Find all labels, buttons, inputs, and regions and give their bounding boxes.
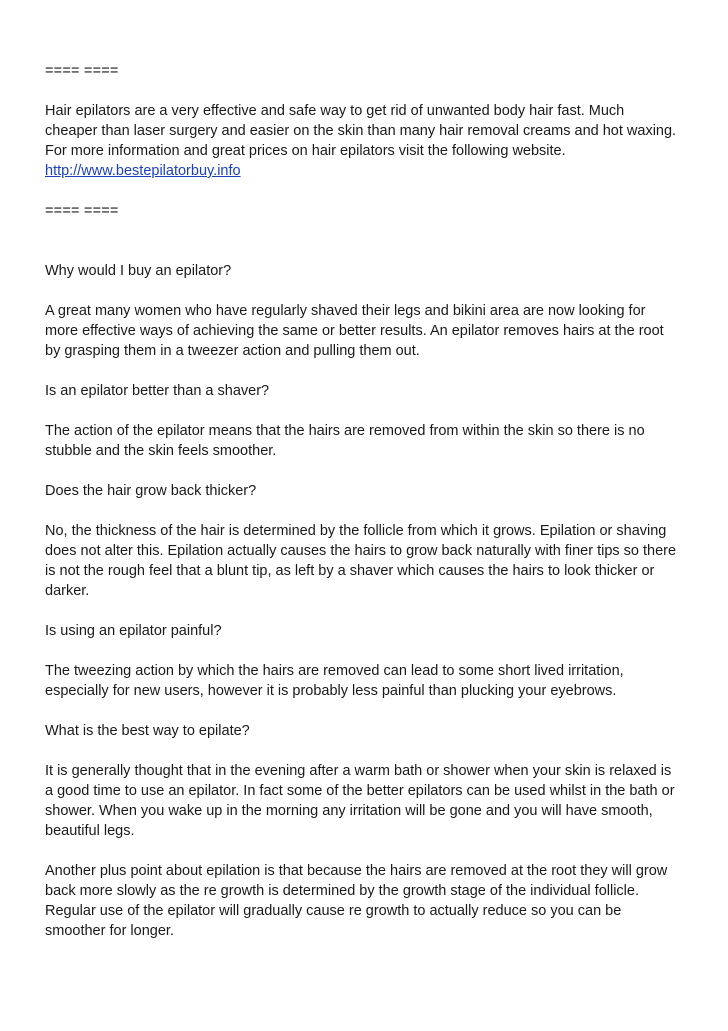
body-line: more effective ways of achieving the same or better results. An epilator removes hairs at the root	[45, 323, 664, 339]
separator-bottom: ==== ====	[45, 203, 119, 219]
body-line: Regular use of the epilator will gradually cause re growth to actually reduce so you can be	[45, 903, 622, 919]
intro-line: For more information and great prices on hair epilators visit the following website.	[45, 143, 566, 159]
intro-paragraph	[45, 101, 695, 181]
intro-line: cheaper than laser surgery and easier on the skin than many hair removal creams and hot waxing.	[45, 123, 677, 139]
section-body	[45, 301, 695, 361]
body-line: back more slowly as the re growth is determined by the growth stage of the individual follicle.	[45, 883, 639, 899]
body-line: The action of the epilator means that the hairs are removed from within the skin so there is no	[45, 423, 645, 439]
section-body	[45, 521, 695, 601]
website-link[interactable]: http://www.bestepilatorbuy.info	[45, 163, 241, 179]
body-line: A great many women who have regularly shaved their legs and bikini area are now looking for	[45, 303, 646, 319]
section-body	[45, 661, 695, 701]
section-body	[45, 761, 695, 841]
body-line: beautiful legs.	[45, 823, 135, 839]
body-line: by grasping them in a tweezer action and pulling them out.	[45, 343, 420, 359]
body-line: stubble and the skin feels smoother.	[45, 443, 277, 459]
section-heading: What is the best way to epilate?	[45, 723, 250, 739]
separator-top: ==== ====	[45, 63, 119, 79]
body-line: No, the thickness of the hair is determined by the follicle from which it grows. Epilation or shaving	[45, 523, 667, 539]
intro-link-line	[45, 161, 695, 181]
section-heading: Is using an epilator painful?	[45, 623, 222, 639]
intro-line: Hair epilators are a very effective and safe way to get rid of unwanted body hair fast. Much	[45, 103, 625, 119]
body-line: shower. When you wake up in the morning any irritation will be gone and you will have smooth,	[45, 803, 653, 819]
body-line: especially for new users, however it is probably less painful than plucking your eyebrows.	[45, 683, 617, 699]
section-heading: Does the hair grow back thicker?	[45, 483, 257, 499]
body-line: does not alter this. Epilation actually causes the hairs to grow back naturally with finer tips so there	[45, 543, 677, 559]
body-line: is not the rough feel that a blunt tip, as left by a shaver which causes the hairs to look thicker or	[45, 563, 655, 579]
document-page	[45, 61, 695, 941]
body-line: The tweezing action by which the hairs are removed can lead to some short lived irritation,	[45, 663, 624, 679]
section-body	[45, 421, 695, 461]
body-line: smoother for longer.	[45, 923, 174, 939]
body-line: Another plus point about epilation is that because the hairs are removed at the root they will grow	[45, 863, 668, 879]
body-line: a good time to use an epilator. In fact some of the better epilators can be used whilst in the bath or	[45, 783, 675, 799]
section-heading: Is an epilator better than a shaver?	[45, 383, 270, 399]
body-line: darker.	[45, 583, 90, 599]
closing-paragraph	[45, 861, 695, 941]
body-line: It is generally thought that in the evening after a warm bath or shower when your skin is relaxed is	[45, 763, 672, 779]
spacer	[45, 241, 695, 261]
section-heading: Why would I buy an epilator?	[45, 263, 232, 279]
